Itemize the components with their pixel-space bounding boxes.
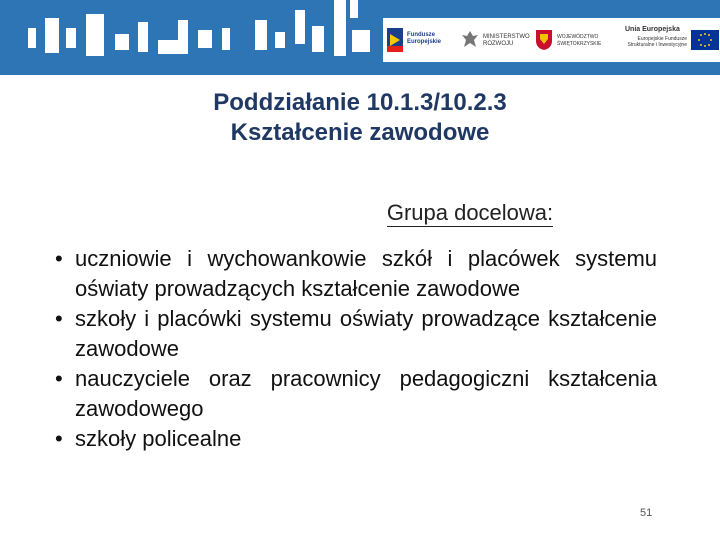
banner-decoration xyxy=(312,26,324,52)
banner-decoration xyxy=(350,0,358,18)
banner-decoration xyxy=(45,18,59,53)
wojewodztwo-logo xyxy=(535,26,615,54)
banner-decoration xyxy=(352,30,370,52)
bullet-list xyxy=(55,244,657,454)
banner-decoration xyxy=(138,22,148,52)
logos-strip xyxy=(383,18,720,62)
banner-decoration xyxy=(222,28,230,50)
banner-decoration xyxy=(66,28,76,48)
banner-decoration xyxy=(198,30,212,48)
title-line-1: Poddziałanie 10.1.3/10.2.3 xyxy=(213,89,507,116)
banner-decoration xyxy=(28,28,36,48)
coat-of-arms-icon xyxy=(535,29,553,51)
list-item: • nauczyciele oraz pracownicy pedagogiczni kształcenia zawodowego xyxy=(55,364,657,424)
unia-label: Unia Europejska xyxy=(625,26,680,33)
subtitle: Grupa docelowa: xyxy=(386,200,554,225)
banner-decoration xyxy=(334,0,346,56)
title-line-2: Kształcenie zawodowe xyxy=(230,119,490,146)
banner-decoration xyxy=(255,20,267,50)
ministerstwo-logo xyxy=(461,26,531,54)
eagle-emblem-icon xyxy=(461,29,479,51)
header-banner xyxy=(0,0,720,75)
subtitle-row xyxy=(0,200,720,227)
fundusze-flag-icon xyxy=(387,28,403,52)
banner-decoration xyxy=(158,40,188,54)
list-item: • szkoły policealne xyxy=(55,424,657,454)
banner-decoration xyxy=(115,34,129,50)
fundusze-label: Fundusze Europejskie xyxy=(407,32,442,45)
slide-title xyxy=(0,88,720,148)
unia-fund-label: Europejskie Fundusze Strukturalne i Inwestycyjne xyxy=(627,36,687,48)
unia-europejska-logo xyxy=(619,24,719,58)
wojewodztwo-label: WOJEWÓDZTWO ŚWIĘTOKRZYSKIE xyxy=(557,34,602,47)
banner-decoration xyxy=(275,32,285,48)
page-number: 51 xyxy=(640,507,653,519)
list-item: • uczniowie i wychowankowie szkół i placówek systemu oświaty prowadzących kształcenie zawodowe xyxy=(55,244,657,304)
eu-flag-icon xyxy=(691,30,719,50)
banner-decoration xyxy=(86,14,104,56)
ministerstwo-label: MINISTERSTWO ROZWOJU xyxy=(483,34,530,47)
list-item: • szkoły i placówki systemu oświaty prowadzące kształcenie zawodowe xyxy=(55,304,657,364)
fundusze-europejskie-logo xyxy=(387,26,457,54)
banner-decoration xyxy=(295,10,305,44)
banner-decoration xyxy=(178,20,188,42)
